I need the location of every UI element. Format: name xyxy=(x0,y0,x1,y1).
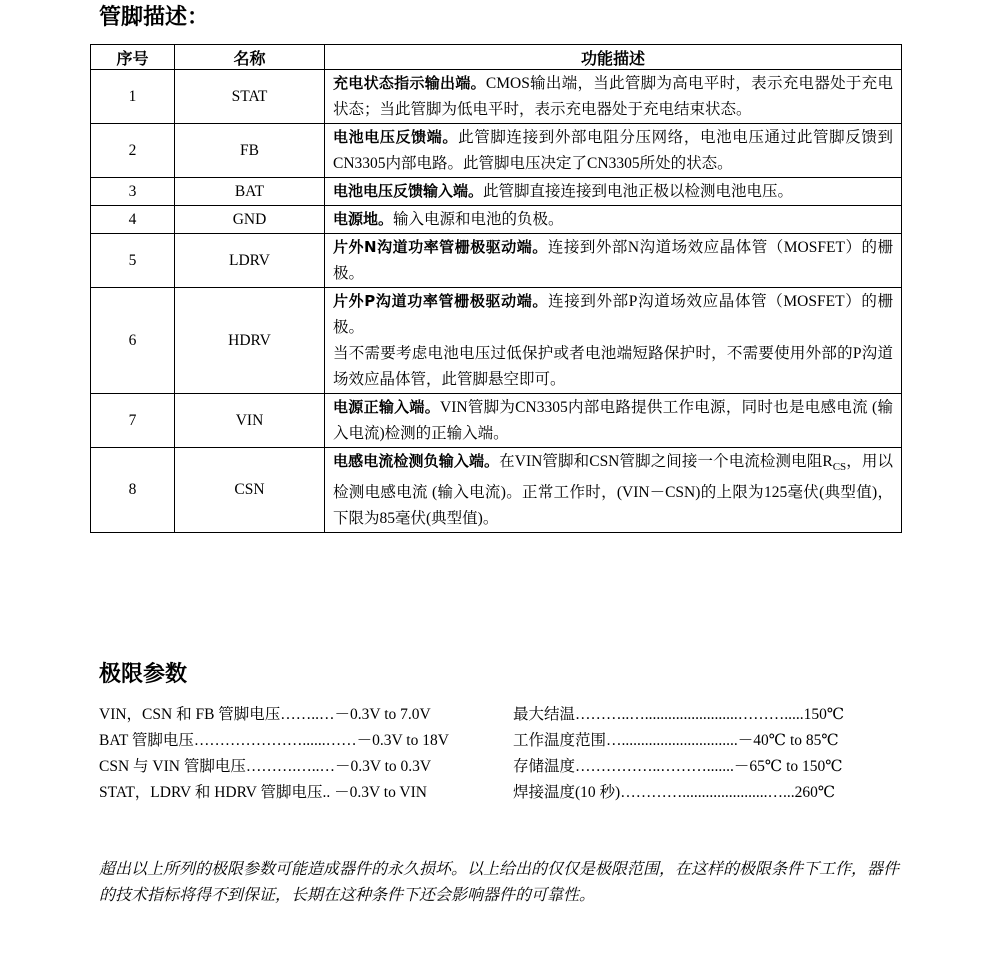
pin-number: 3 xyxy=(91,178,175,206)
pin-function-text-cont: ，用以检测电感电流 (输入电流)。正常工作时，(VIN－CSN)的上限为125毫伏(典型值)，下限为85毫伏(典型值)。 xyxy=(333,453,893,528)
pin-function-title: 片外P沟道功率管栅极驱动端。 xyxy=(333,292,549,310)
rating-line: 工作温度范围…..............................－40℃ to 85℃ xyxy=(513,732,839,749)
pin-function xyxy=(325,206,902,234)
pin-function xyxy=(325,288,902,394)
pin-function-text: 此管脚直接连接到电池正极以检测电池电压。 xyxy=(483,183,794,200)
table-header-row xyxy=(91,45,902,70)
pin-name: CSN xyxy=(175,448,325,533)
pin-name: VIN xyxy=(175,394,325,448)
pin-function xyxy=(325,124,902,178)
column-header-number: 序号 xyxy=(91,45,175,70)
ratings-warning-note: 超出以上所列的极限参数可能造成器件的永久损坏。以上给出的仅仅是极限范围，在这样的极限条件下工作，器件的技术指标将得不到保证，长期在这种条件下还会影响器件的可靠性。 xyxy=(99,861,900,904)
pin-number: 4 xyxy=(91,206,175,234)
pin-function xyxy=(325,234,902,288)
pin-name: LDRV xyxy=(175,234,325,288)
ratings-left-column xyxy=(99,702,499,806)
table-row xyxy=(91,124,902,178)
pin-function xyxy=(325,394,902,448)
rating-line: 最大结温………..…........................……….....150℃ xyxy=(513,706,845,723)
pin-function-title: 电池电压反馈输入端。 xyxy=(333,182,484,200)
pin-name: BAT xyxy=(175,178,325,206)
pin-function-text: 输入电源和电池的负极。 xyxy=(393,211,564,228)
pin-name: FB xyxy=(175,124,325,178)
column-header-name: 名称 xyxy=(175,45,325,70)
pin-function-text: 此管脚连接到外部电阻分压网络，电池电压通过此管脚反馈到CN3305内部电路。此管脚电压决定了CN3305所处的状态。 xyxy=(333,129,893,172)
pin-function-text-extra: 当不需要考虑电池电压过低保护或者电池端短路保护时，不需要使用外部的P沟道场效应晶体管，此管脚悬空即可。 xyxy=(333,345,893,388)
pin-function-title: 电源正输入端。 xyxy=(333,398,440,416)
rating-line: 存储温度……………..……….......－65℃ to 150℃ xyxy=(513,758,843,775)
pin-function-title: 电源地。 xyxy=(333,210,394,228)
table-row xyxy=(91,234,902,288)
table-row xyxy=(91,448,902,533)
table-row xyxy=(91,288,902,394)
pin-description-heading: 管脚描述： xyxy=(99,5,210,30)
table-row xyxy=(91,178,902,206)
rating-line: VIN，CSN 和 FB 管脚电压……..…－0.3V to 7.0V xyxy=(99,706,431,723)
table-row xyxy=(91,394,902,448)
pin-number: 5 xyxy=(91,234,175,288)
rating-line: CSN 与 VIN 管脚电压……….…..…－0.3V to 0.3V xyxy=(99,758,432,775)
pin-function-text: VIN管脚为CN3305内部电路提供工作电源，同时也是电感电流 (输入电流)检测的正输入端。 xyxy=(333,399,893,442)
table-row xyxy=(91,206,902,234)
table-row xyxy=(91,70,902,124)
pin-number: 6 xyxy=(91,288,175,394)
pin-function xyxy=(325,70,902,124)
pin-function-title: 电池电压反馈端。 xyxy=(333,128,459,146)
pin-number: 8 xyxy=(91,448,175,533)
pin-function xyxy=(325,178,902,206)
pin-function-title: 电感电流检测负输入端。 xyxy=(333,452,500,470)
resistor-subscript: CS xyxy=(832,461,847,474)
pin-name: GND xyxy=(175,206,325,234)
pin-number: 2 xyxy=(91,124,175,178)
rating-line: BAT 管脚电压…………………......……－0.3V to 18V xyxy=(99,732,449,749)
pin-function-title: 片外N沟道功率管栅极驱动端。 xyxy=(333,238,548,256)
pin-name: HDRV xyxy=(175,288,325,394)
rating-line: STAT，LDRV 和 HDRV 管脚电压.. －0.3V to VIN xyxy=(99,784,427,801)
pin-number: 1 xyxy=(91,70,175,124)
pin-description-table xyxy=(90,44,902,533)
pin-number: 7 xyxy=(91,394,175,448)
pin-function-text: 连接到外部N沟道场效应晶体管（MOSFET）的栅极。 xyxy=(333,239,893,282)
pin-function-text: CMOS输出端，当此管脚为高电平时，表示充电器处于充电状态；当此管脚为低电平时，表示充电器处于充电结束状态。 xyxy=(333,75,893,118)
pin-function-text: 连接到外部P沟道场效应晶体管（MOSFET）的栅极。 xyxy=(333,293,893,336)
pin-function-title: 充电状态指示输出端。 xyxy=(333,74,486,92)
rating-line: 焊接温度(10 秒)…………......................…...260℃ xyxy=(513,784,836,801)
pin-function xyxy=(325,448,902,533)
pin-function-text: 在VIN管脚和CSN管脚之间接一个电流检测电阻R xyxy=(499,453,833,470)
absolute-max-ratings-heading: 极限参数 xyxy=(99,662,188,687)
pin-name: STAT xyxy=(175,70,325,124)
ratings-right-column xyxy=(513,702,893,806)
column-header-function: 功能描述 xyxy=(325,45,902,70)
